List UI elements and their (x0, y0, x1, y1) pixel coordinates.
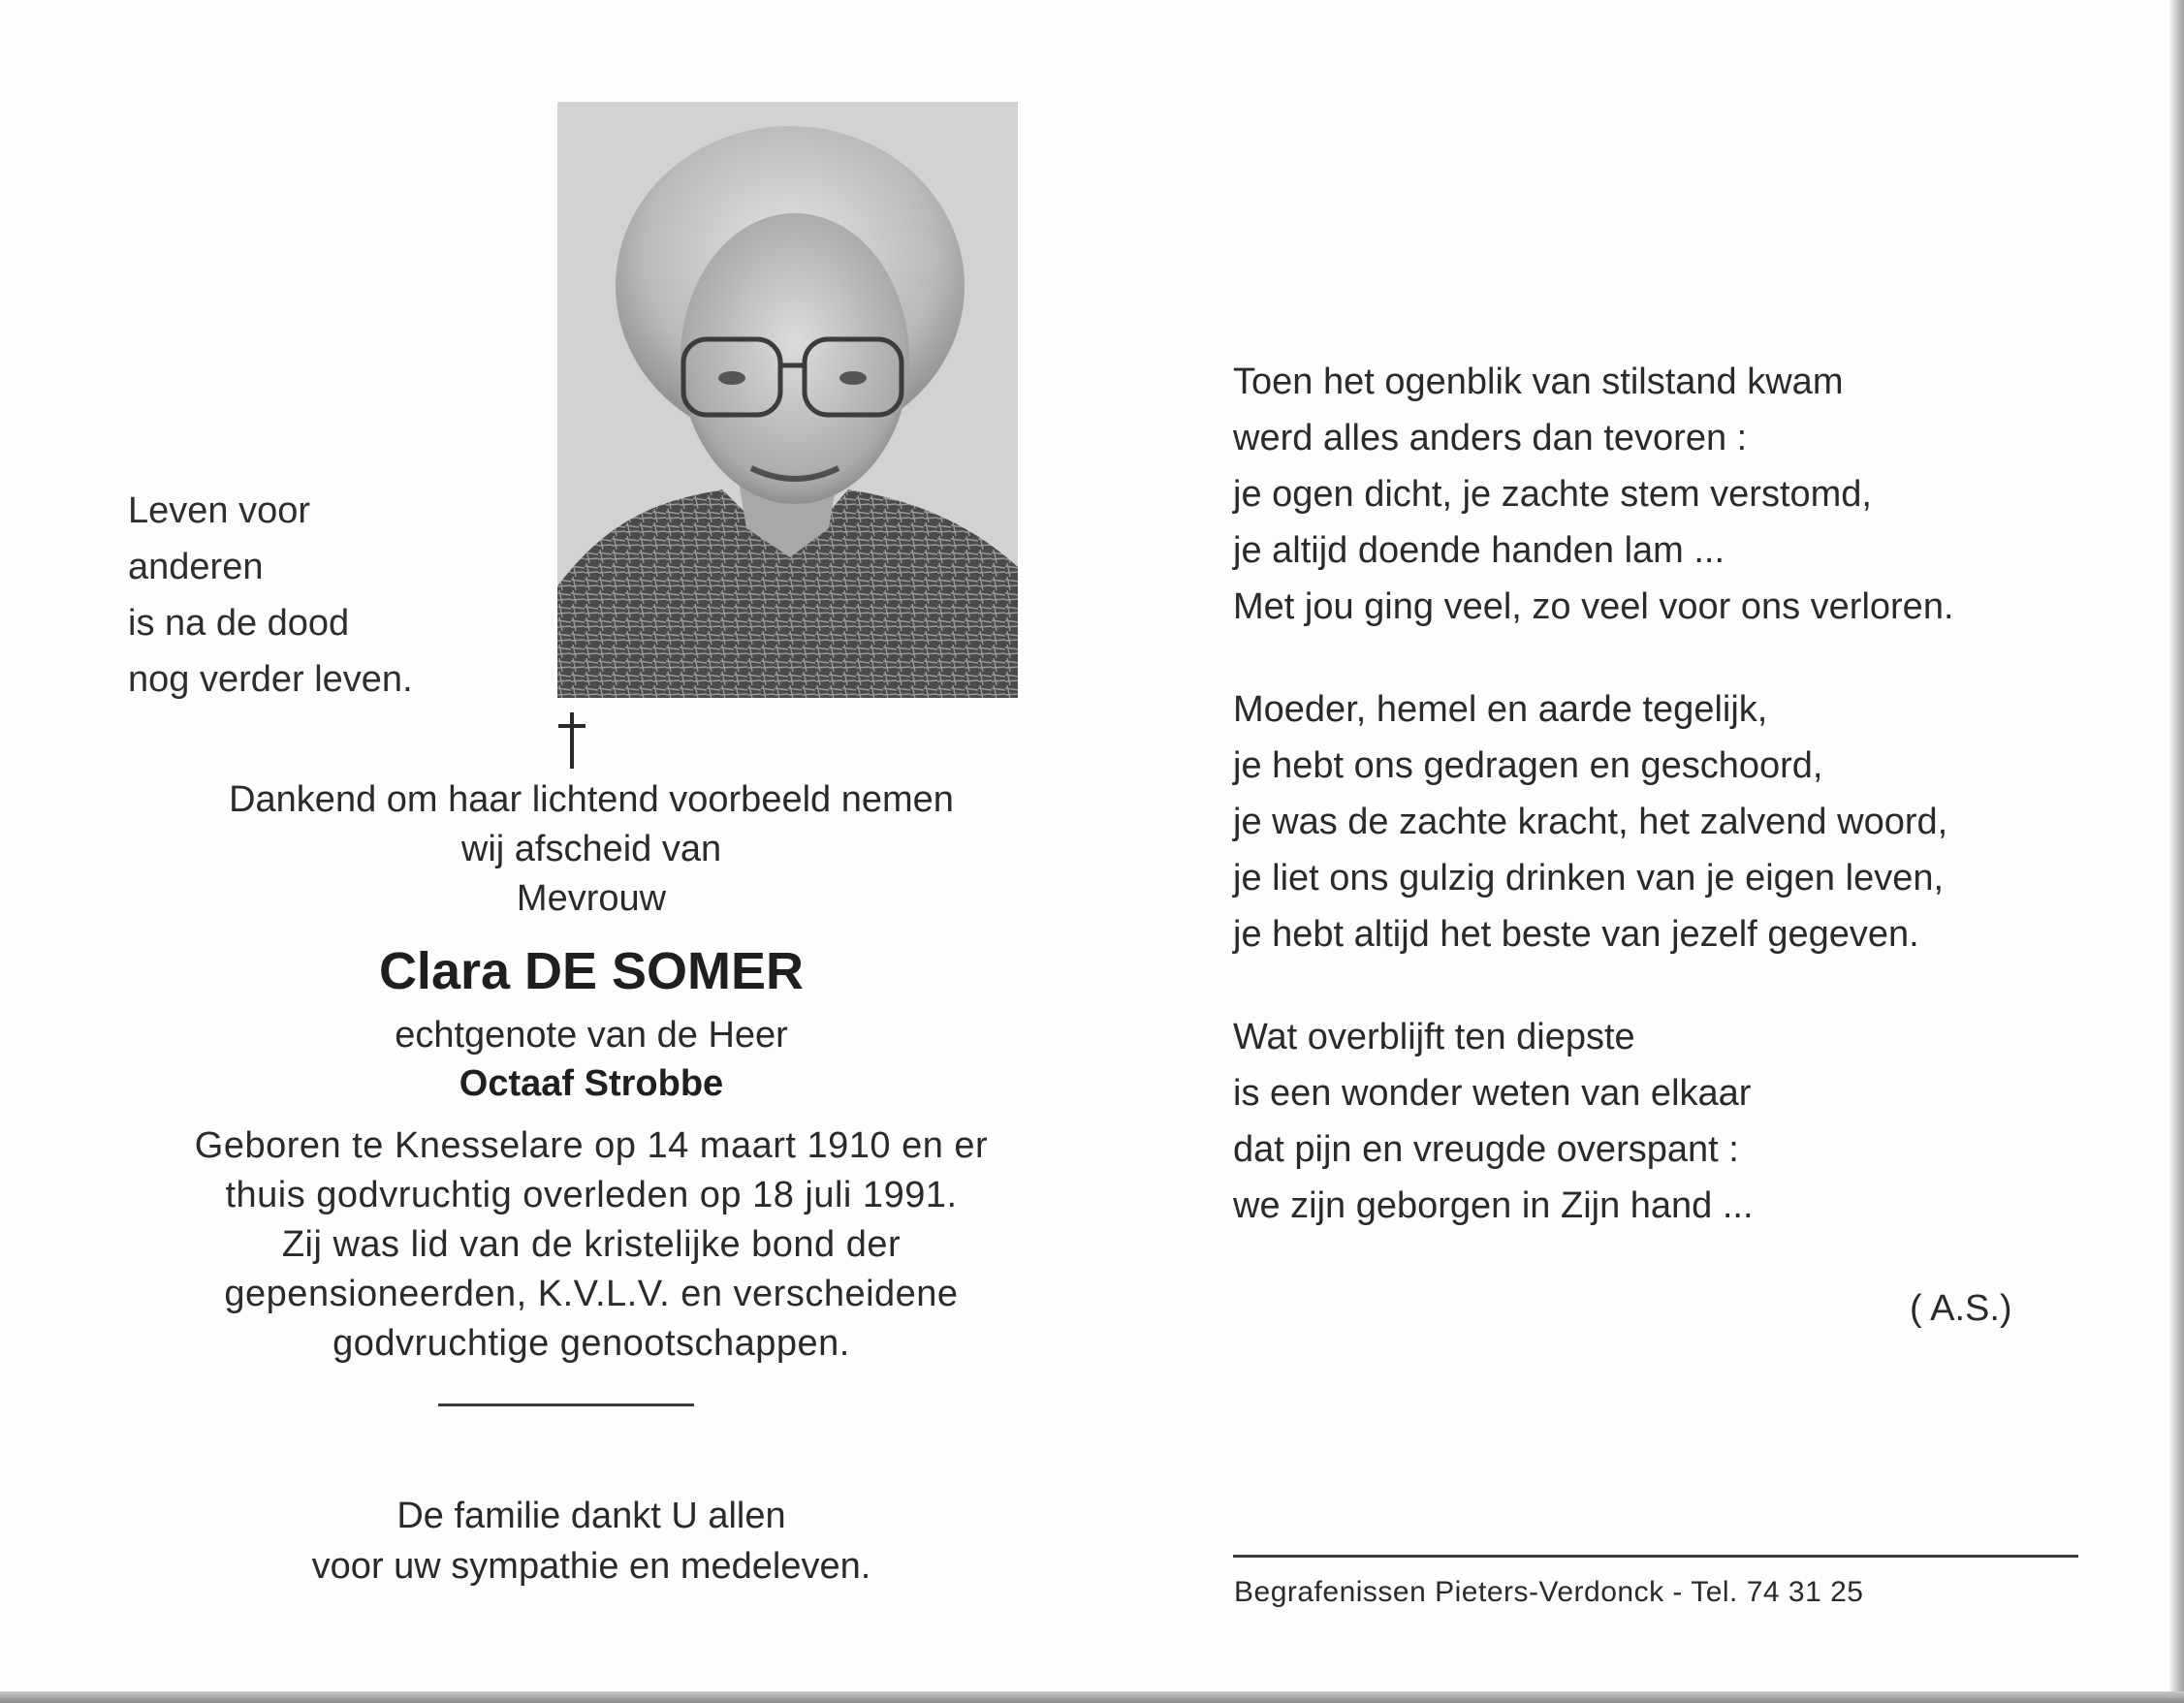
motto-line: Leven voor (128, 490, 311, 531)
biography (107, 1121, 1076, 1369)
poem-stanza (1233, 681, 2105, 962)
cross-icon (553, 710, 591, 771)
poem-line: we zijn geborgen in Zijn hand ... (1233, 1185, 1754, 1226)
intro-text (107, 775, 1076, 924)
poem-line: Toen het ogenblik van stilstand kwam (1233, 362, 1844, 402)
thanks-line: voor uw sympathie en medeleven. (311, 1546, 871, 1587)
intro-line: wij afscheid van (460, 829, 722, 869)
poem-line: je ogen dicht, je zachte stem verstomd, (1233, 474, 1872, 515)
poem (1233, 354, 2105, 1280)
poem-line: je was de zachte kracht, het zalvend woord, (1233, 802, 1948, 842)
bio-line: Geboren te Knesselare op 14 maart 1910 en er (194, 1125, 989, 1166)
card-edge-shadow (2169, 0, 2184, 1703)
poem-line: je hebt ons gedragen en geschoord, (1233, 745, 1823, 786)
poem-stanza (1233, 1009, 2105, 1234)
poem-line: je hebt altijd het beste van jezelf gegeven. (1233, 914, 1919, 955)
undertaker-credit: Begrafenissen Pieters-Verdonck - Tel. 74 31 25 (1234, 1576, 1864, 1608)
bio-line: Zij was lid van de kristelijke bond der (281, 1224, 902, 1265)
card-edge-shadow (0, 1691, 2184, 1703)
deceased-name: Clara DE SOMER (378, 942, 805, 1000)
intro-line: Mevrouw (516, 878, 667, 919)
poem-line: je altijd doende handen lam ... (1233, 530, 1725, 571)
intro-line: Dankend om haar lichtend voorbeeld nemen (229, 779, 954, 820)
motto-verse (128, 483, 516, 708)
motto-line: anderen (128, 547, 264, 587)
poem-signature: ( A.S.) (1910, 1288, 2012, 1329)
poem-line: je liet ons gulzig drinken van je eigen leven, (1233, 858, 1945, 899)
left-divider (438, 1403, 694, 1406)
motto-line: nog verder leven. (128, 659, 413, 700)
bio-line: thuis godvruchtig overleden op 18 juli 1991. (225, 1175, 958, 1215)
thanks-line: De familie dankt U allen (396, 1496, 786, 1536)
portrait-photo (557, 102, 1018, 698)
portrait-image (557, 102, 1018, 698)
family-thanks (107, 1491, 1076, 1592)
bio-line: gepensioneerden, K.V.L.V. en verscheidene (224, 1274, 959, 1314)
right-divider (1233, 1555, 2078, 1558)
spouse-label: echtgenote van de Heer (395, 1015, 788, 1056)
poem-line: dat pijn en vreugde overspant : (1233, 1129, 1739, 1170)
poem-line: werd alles anders dan tevoren : (1233, 418, 1748, 458)
bio-line: godvruchtige genootschappen. (332, 1323, 850, 1364)
poem-line: Moeder, hemel en aarde tegelijk, (1233, 689, 1768, 730)
motto-line: is na de dood (128, 603, 350, 644)
poem-stanza (1233, 354, 2105, 635)
poem-line: Wat overblijft ten diepste (1233, 1017, 1635, 1057)
spouse-name: Octaaf Strobbe (459, 1063, 724, 1104)
poem-line: is een wonder weten van elkaar (1233, 1073, 1752, 1114)
poem-line: Met jou ging veel, zo veel voor ons verloren. (1233, 586, 1954, 627)
